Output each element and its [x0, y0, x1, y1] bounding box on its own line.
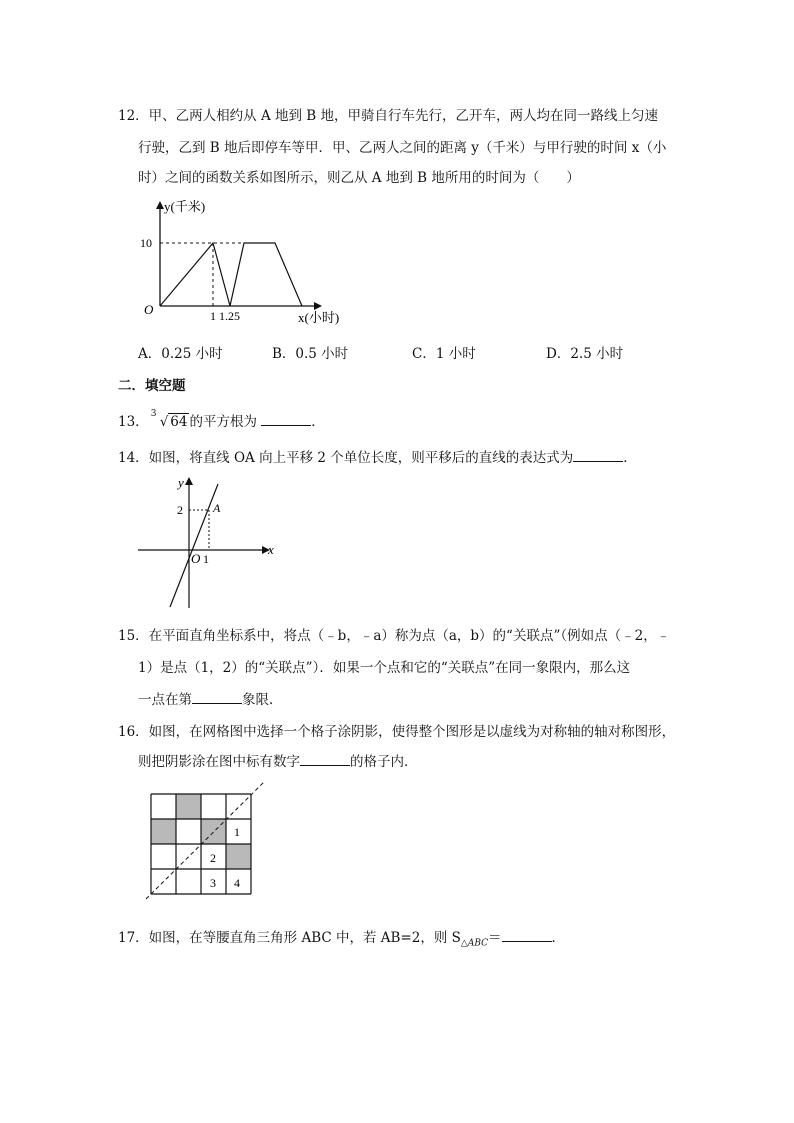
- grid-label-1: 1: [234, 825, 240, 839]
- q12-line-1: 12．甲、乙两人相约从 A 地到 B 地，甲骑自行车先行，乙开车，两人均在同一路线上匀速: [118, 108, 659, 124]
- q16-text-a: 则把阴影涂在图中标有数字: [138, 754, 300, 770]
- q13-cube-root: 3 √ 64: [150, 409, 188, 430]
- q13-end: ．: [311, 414, 325, 430]
- q14-origin: O: [191, 551, 201, 566]
- q14: [118, 446, 637, 466]
- q12-option-d: D．2.5 小时: [546, 346, 624, 362]
- q14-tick-1: 1: [203, 552, 209, 566]
- q15-line-2: 1）是点（1，2）的“关联点”）．如果一个点和它的“关联点”在同一象限内，那么这: [138, 660, 631, 676]
- grid-shaded-cell: [226, 844, 251, 869]
- q17-subscript: △ABC: [460, 938, 489, 949]
- q15-line-1: 15．在平面直角坐标系中，将点（﹣b，﹣a）称为点（a，b）的“关联点”（例如点（﹣2，﹣: [118, 628, 671, 644]
- q17: [118, 926, 565, 949]
- q13-root-index: 3: [150, 409, 157, 419]
- q16-line-1: 16．如图，在网格图中选择一个格子涂阴影，使得整个图形是以虚线为对称轴的轴对称图形，: [118, 724, 676, 740]
- grid-label-3: 3: [210, 876, 216, 890]
- q16-grid-figure: [146, 782, 270, 904]
- q14-point-a: A: [213, 501, 221, 515]
- q12-y-tick: 10: [140, 236, 152, 250]
- q13-text: 的平方根为: [189, 414, 257, 430]
- q15-answer-blank: [192, 691, 242, 704]
- grid-label-4: 4: [234, 876, 240, 890]
- q13-number: 13．: [118, 414, 149, 430]
- q14-text: 14．如图，将直线 OA 向上平移 2 个单位长度，则平移后的直线的表达式为: [118, 450, 574, 466]
- q14-tick-2: 2: [177, 503, 183, 517]
- q12-y-arrow: [156, 201, 164, 209]
- q12-option-b: B．0.5 小时: [272, 346, 349, 362]
- grid-shaded-cell: [176, 794, 201, 819]
- grid-label-2: 2: [210, 851, 216, 865]
- q12-graph: [140, 196, 355, 328]
- q15-text-a: 一点在第: [138, 692, 192, 708]
- q17-equals: ＝: [488, 930, 502, 946]
- q12-function-line: [160, 243, 302, 306]
- q16-answer-blank: [300, 753, 350, 766]
- q16-line-2: [138, 750, 418, 770]
- q12-x-label: x(小时): [298, 310, 340, 325]
- section-heading: 二．填空题: [118, 378, 186, 394]
- q12-option-a: A．0.25 小时: [138, 346, 223, 362]
- q13-answer-blank: [261, 413, 311, 426]
- q14-y-arrow: [185, 477, 193, 485]
- grid-shaded-cell: [151, 819, 176, 844]
- q12-line-3: 时）之间的函数关系如图所示，则乙从 A 地到 B 地所用的时间为（ ）: [138, 170, 580, 186]
- q14-graph: [132, 472, 282, 614]
- q12-line-2: 行驶，乙到 B 地后即停车等甲．甲、乙两人之间的距离 y（千米）与甲行驶的时间 x（小: [138, 140, 667, 156]
- q17-end: ．: [551, 930, 566, 946]
- q14-x-label: x: [268, 542, 274, 557]
- q12-y-label: y(千米): [164, 199, 206, 214]
- q12-x-ticks: 1 1.25: [210, 309, 240, 323]
- q15-text-b: 象限．: [242, 692, 283, 708]
- q14-end: ．: [623, 450, 637, 466]
- q13: [118, 410, 325, 430]
- q12-origin: O: [144, 302, 154, 317]
- q14-answer-blank: [573, 449, 623, 462]
- q17-answer-blank: [502, 929, 552, 942]
- q12-option-c: C．1 小时: [412, 346, 476, 362]
- q15-line-3: [138, 688, 283, 708]
- q16-text-b: 的格子内．: [350, 754, 418, 770]
- q17-text: 17．如图，在等腰直角三角形 ABC 中，若 AB=2，则 S: [118, 930, 461, 946]
- q14-y-label: y: [178, 475, 184, 490]
- q13-radicand: 64: [170, 414, 188, 430]
- q12-x-arrow: [314, 302, 322, 310]
